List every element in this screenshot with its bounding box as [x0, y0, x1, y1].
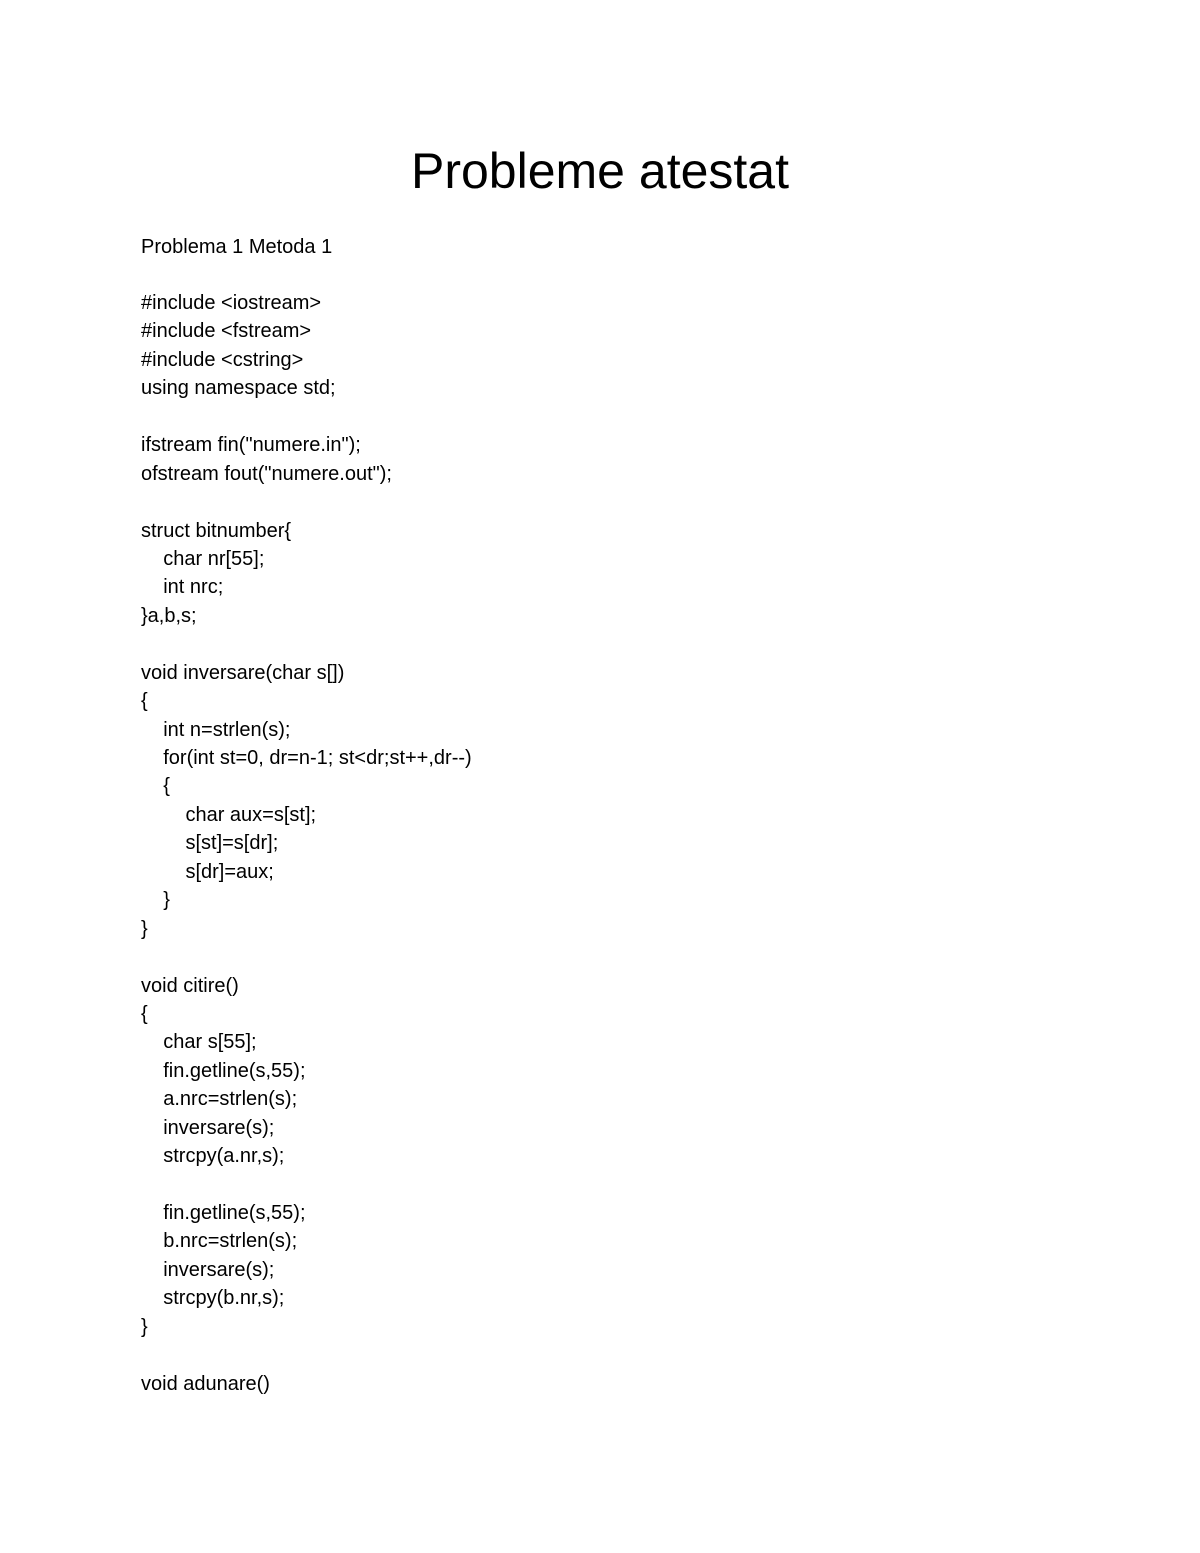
document-title: Probleme atestat — [411, 143, 789, 199]
code-line: s[st]=s[dr]; — [141, 832, 279, 855]
code-line: { — [141, 690, 148, 713]
code-line: struct bitnumber{ — [141, 519, 292, 542]
code-line — [141, 1171, 1141, 1199]
code-line: int n=strlen(s); — [141, 718, 291, 741]
code-line: } — [141, 1315, 148, 1338]
code-line: s[dr]=aux; — [141, 860, 274, 883]
code-line: char aux=s[st]; — [141, 803, 317, 826]
code-line: }a,b,s; — [141, 604, 197, 627]
code-line: { — [141, 1002, 148, 1025]
code-line: int nrc; — [141, 576, 224, 599]
code-line: b.nrc=strlen(s); — [141, 1230, 298, 1253]
code-line: void inversare(char s[]) — [141, 661, 345, 684]
code-line: ifstream fin("numere.in"); — [141, 434, 361, 457]
code-line: inversare(s); — [141, 1116, 275, 1139]
code-line — [141, 943, 1141, 971]
code-line: a.nrc=strlen(s); — [141, 1088, 298, 1111]
code-line: fin.getline(s,55); — [141, 1202, 306, 1224]
code-line: strcpy(a.nr,s); — [141, 1145, 285, 1168]
code-line: } — [141, 917, 148, 940]
code-block — [141, 289, 1141, 1398]
code-line — [141, 488, 1141, 516]
code-line: fin.getline(s,55); — [141, 1059, 306, 1082]
code-line: void citire() — [141, 974, 239, 997]
code-line: strcpy(b.nr,s); — [141, 1287, 285, 1310]
section-heading: Problema 1 Metoda 1 — [141, 236, 333, 258]
code-line: inversare(s); — [141, 1258, 275, 1281]
code-line: for(int st=0, dr=n-1; st<dr;st++,dr--) — [141, 747, 472, 769]
code-line: void adunare() — [141, 1372, 270, 1395]
code-line: char nr[55]; — [141, 547, 265, 570]
code-line — [141, 1341, 1141, 1369]
code-line: #include <iostream> — [141, 292, 322, 314]
code-line: #include <fstream> — [141, 320, 312, 343]
code-line: ofstream fout("numere.out"); — [141, 462, 392, 485]
code-line: char s[55]; — [141, 1031, 257, 1054]
code-line: } — [141, 889, 170, 912]
code-line: { — [141, 775, 170, 798]
code-line: #include <cstring> — [141, 348, 304, 371]
code-line — [141, 403, 1141, 431]
code-line: using namespace std; — [141, 377, 336, 400]
code-line — [141, 630, 1141, 658]
